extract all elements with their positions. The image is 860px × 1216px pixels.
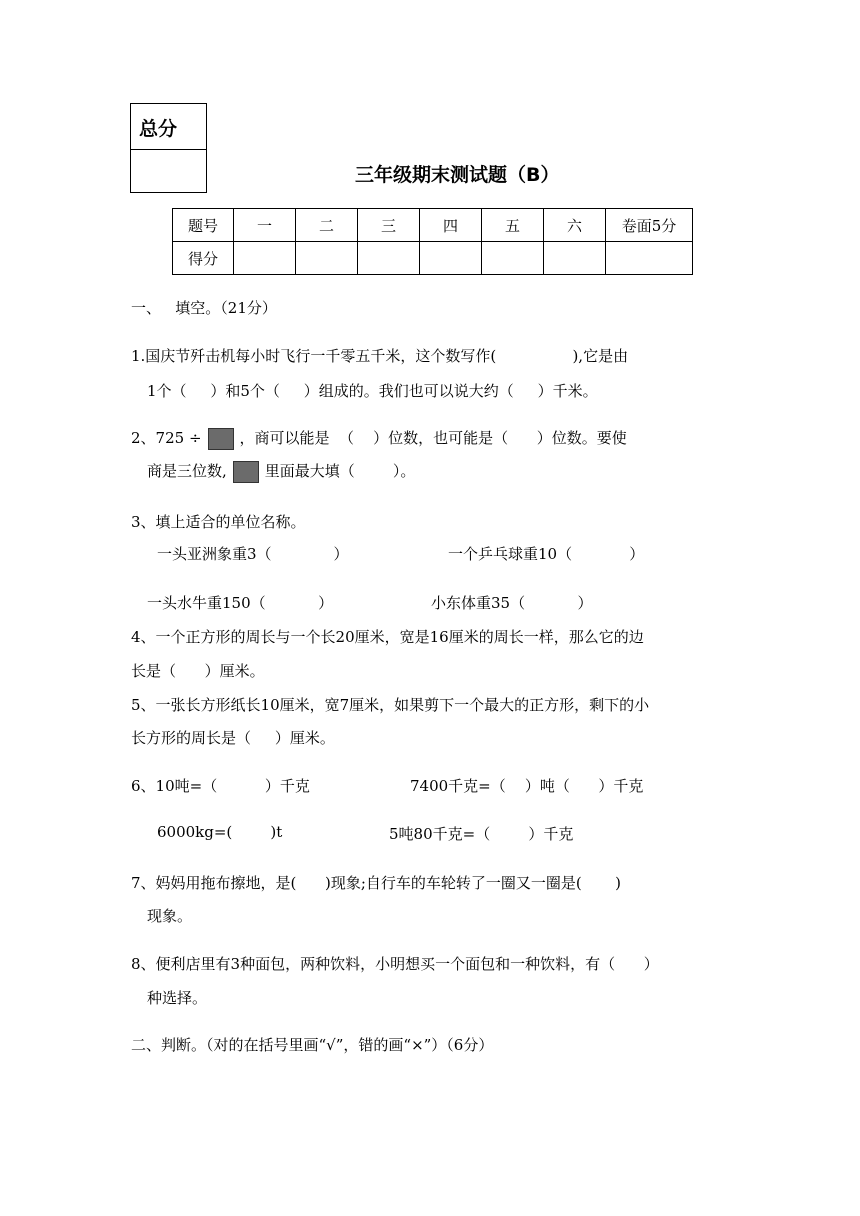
score-input-cell[interactable] xyxy=(358,242,420,275)
q6-item4: 5吨80千克=（ ）千克 xyxy=(389,825,574,843)
score-input-cell[interactable] xyxy=(420,242,482,275)
blank-square-icon xyxy=(233,461,259,483)
score-table-score-row xyxy=(173,242,693,275)
q6-item3: 6000kg=( )t xyxy=(157,823,283,841)
table-cell: 三 xyxy=(358,209,420,242)
q4-line2: 长是（ ）厘米。 xyxy=(131,662,265,680)
score-input-cell[interactable] xyxy=(544,242,606,275)
table-cell: 五 xyxy=(482,209,544,242)
q5-line2: 长方形的周长是（ ）厘米。 xyxy=(131,729,335,747)
table-cell: 一 xyxy=(234,209,296,242)
q1-line1: 1.国庆节歼击机每小时飞行一千零五千米，这个数写作( ),它是由 xyxy=(131,347,629,365)
q3-line1: 3、填上适合的单位名称。 xyxy=(131,513,306,531)
q4-line1: 4、一个正方形的周长与一个长20厘米，宽是16厘米的周长一样，那么它的边 xyxy=(131,628,644,646)
table-cell: 得分 xyxy=(173,242,234,275)
total-score-label: 总分 xyxy=(131,104,206,150)
q2-line1 xyxy=(131,427,627,450)
q8-line2: 种选择。 xyxy=(147,989,208,1007)
blank-square-icon xyxy=(208,428,234,450)
q3-item4: 小东体重35（ ） xyxy=(431,594,593,612)
section1-heading: 一、 填空。（21分） xyxy=(131,299,277,317)
q3-item3: 一头水牛重150（ ） xyxy=(147,594,334,612)
q3-item2: 一个乒乓球重10（ ） xyxy=(448,545,645,563)
score-input-cell[interactable] xyxy=(482,242,544,275)
total-score-box xyxy=(130,103,207,193)
q6-item2: 7400千克=（ ）吨（ ）千克 xyxy=(410,777,644,795)
q8-line1: 8、便利店里有3种面包，两种饮料，小明想买一个面包和一种饮料，有（ ） xyxy=(131,955,659,973)
section2-heading: 二、判断。（对的在括号里画“√”，错的画“×”）（6分） xyxy=(131,1036,494,1054)
q6-item1: 6、10吨=（ ）千克 xyxy=(131,777,310,795)
q2-line2 xyxy=(147,460,415,483)
table-cell: 六 xyxy=(544,209,606,242)
table-cell: 二 xyxy=(296,209,358,242)
score-table-header-row xyxy=(173,209,693,242)
table-cell: 题号 xyxy=(173,209,234,242)
page-title: 三年级期末测试题（B） xyxy=(355,164,560,186)
score-table xyxy=(172,208,693,275)
table-cell: 四 xyxy=(420,209,482,242)
q7-line2: 现象。 xyxy=(147,907,193,925)
q7-line1: 7、妈妈用拖布擦地，是( )现象;自行车的车轮转了一圈又一圈是( ) xyxy=(131,874,621,892)
q5-line1: 5、一张长方形纸长10厘米，宽7厘米，如果剪下一个最大的正方形，剩下的小 xyxy=(131,696,650,714)
score-input-cell[interactable] xyxy=(234,242,296,275)
q2-line2-end: 里面最大填（ ）。 xyxy=(264,462,416,480)
q2-line1-start: 2、725 ÷ xyxy=(131,429,202,447)
table-cell: 卷面5分 xyxy=(606,209,693,242)
q2-line1-end: ，商可以能是 （ ）位数，也可能是（ ）位数。要使 xyxy=(239,429,627,447)
q2-line2-start: 商是三位数, xyxy=(147,462,227,480)
q3-item1: 一头亚洲象重3（ ） xyxy=(157,545,349,563)
score-input-cell[interactable] xyxy=(296,242,358,275)
score-input-cell[interactable] xyxy=(606,242,693,275)
q1-line2: 1个（ ）和5个（ ）组成的。我们也可以说大约（ ）千米。 xyxy=(147,382,598,400)
